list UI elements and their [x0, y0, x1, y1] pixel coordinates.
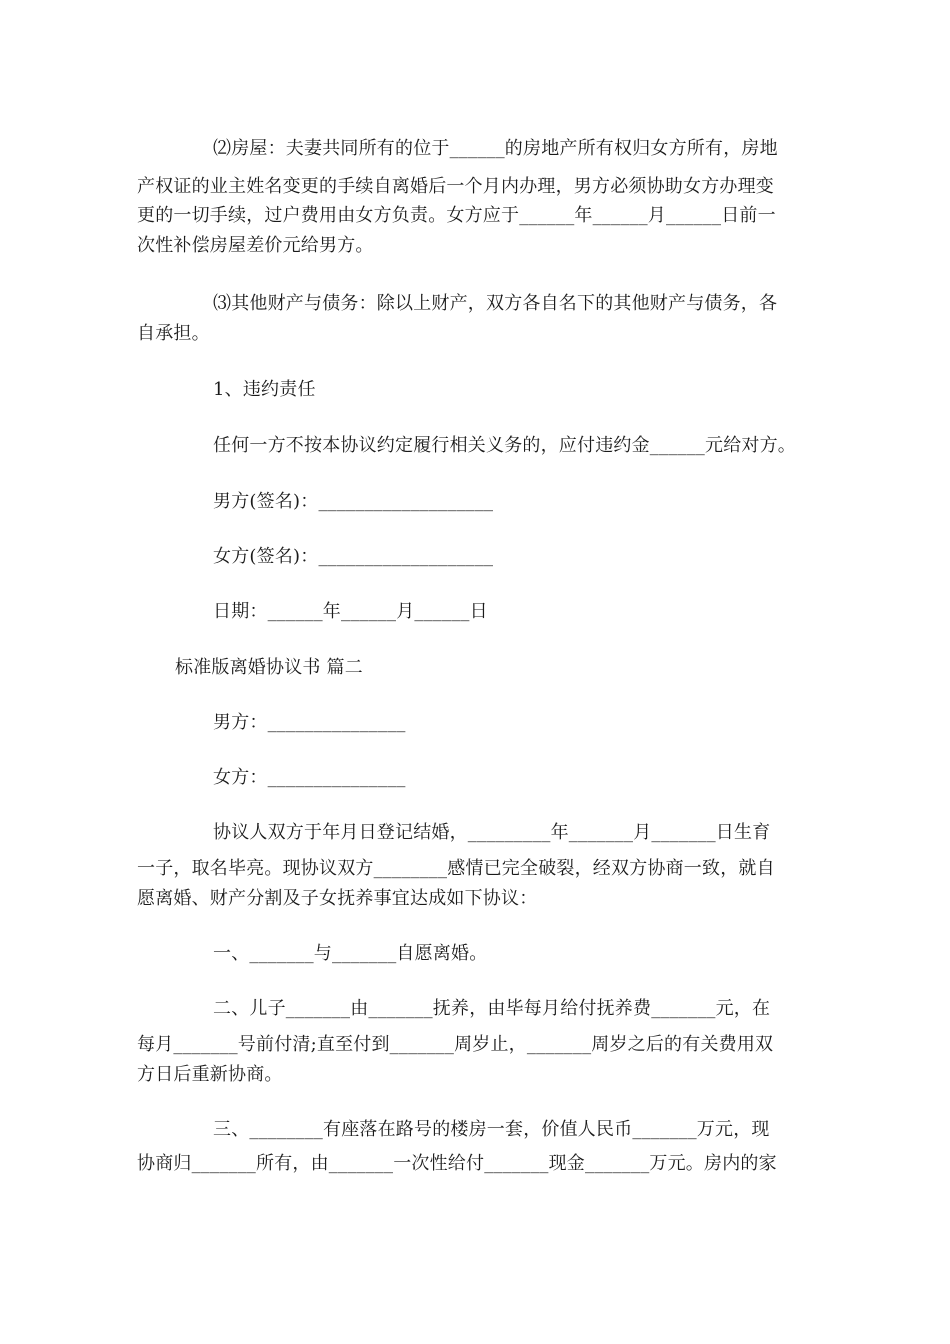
paragraph-house-line-3: 更的一切手续，过户费用由女方负责。女方应于______年______月______日前一 — [137, 205, 776, 226]
clause-three-line-1: 三、________有座落在路号的楼房一套，价值人民币_______万元，现 — [213, 1119, 770, 1140]
paragraph-agreement-line-1: 协议人双方于年月日登记结婚，_________年_______月_______日生育 — [213, 822, 771, 843]
paragraph-breach-penalty: 任何一方不按本协议约定履行相关义务的，应付违约金______元给对方。 — [213, 435, 796, 456]
paragraph-house-line-2: 产权证的业主姓名变更的手续自离婚后一个月内办理，男方必须协助女方办理变 — [137, 176, 774, 197]
clause-two-line-3: 方日后重新协商。 — [137, 1064, 283, 1085]
section-title-part-two: 标准版离婚协议书 篇二 — [175, 657, 363, 678]
clause-three-line-2: 协商归_______所有，由_______一次性给付_______现金_______万元。房内的家 — [137, 1153, 777, 1174]
paragraph-other-assets-line-1: ⑶其他财产与债务：除以上财产，双方各自名下的其他财产与债务，各 — [213, 293, 778, 314]
signature-wife: 女方(签名)：___________________ — [213, 546, 494, 567]
paragraph-house-line-4: 次性补偿房屋差价元给男方。 — [137, 235, 374, 256]
paragraph-other-assets-line-2: 自承担。 — [137, 323, 210, 344]
clause-one: 一、_______与_______自愿离婚。 — [213, 943, 488, 964]
party-wife: 女方：_______________ — [213, 767, 406, 788]
signature-husband: 男方(签名)：___________________ — [213, 491, 494, 512]
paragraph-agreement-line-3: 愿离婚、财产分割及子女抚养事宜达成如下协议： — [137, 888, 538, 909]
paragraph-agreement-line-2: 一子，取名毕亮。现协议双方________感情已完全破裂，经双方协商一致，就自 — [137, 858, 775, 879]
clause-two-line-2: 每月_______号前付清;直至付到_______周岁止，_______周岁之后的有关费用双 — [137, 1034, 774, 1055]
party-husband: 男方：_______________ — [213, 712, 406, 733]
section-heading-breach: 1、违约责任 — [213, 379, 316, 400]
signature-date: 日期：______年______月______日 — [213, 601, 488, 622]
paragraph-house-line-1: ⑵房屋：夫妻共同所有的位于______的房地产所有权归女方所有，房地 — [213, 138, 778, 159]
clause-two-line-1: 二、儿子_______由_______抚养，由毕每月给付抚养费_______元，在 — [213, 998, 771, 1019]
